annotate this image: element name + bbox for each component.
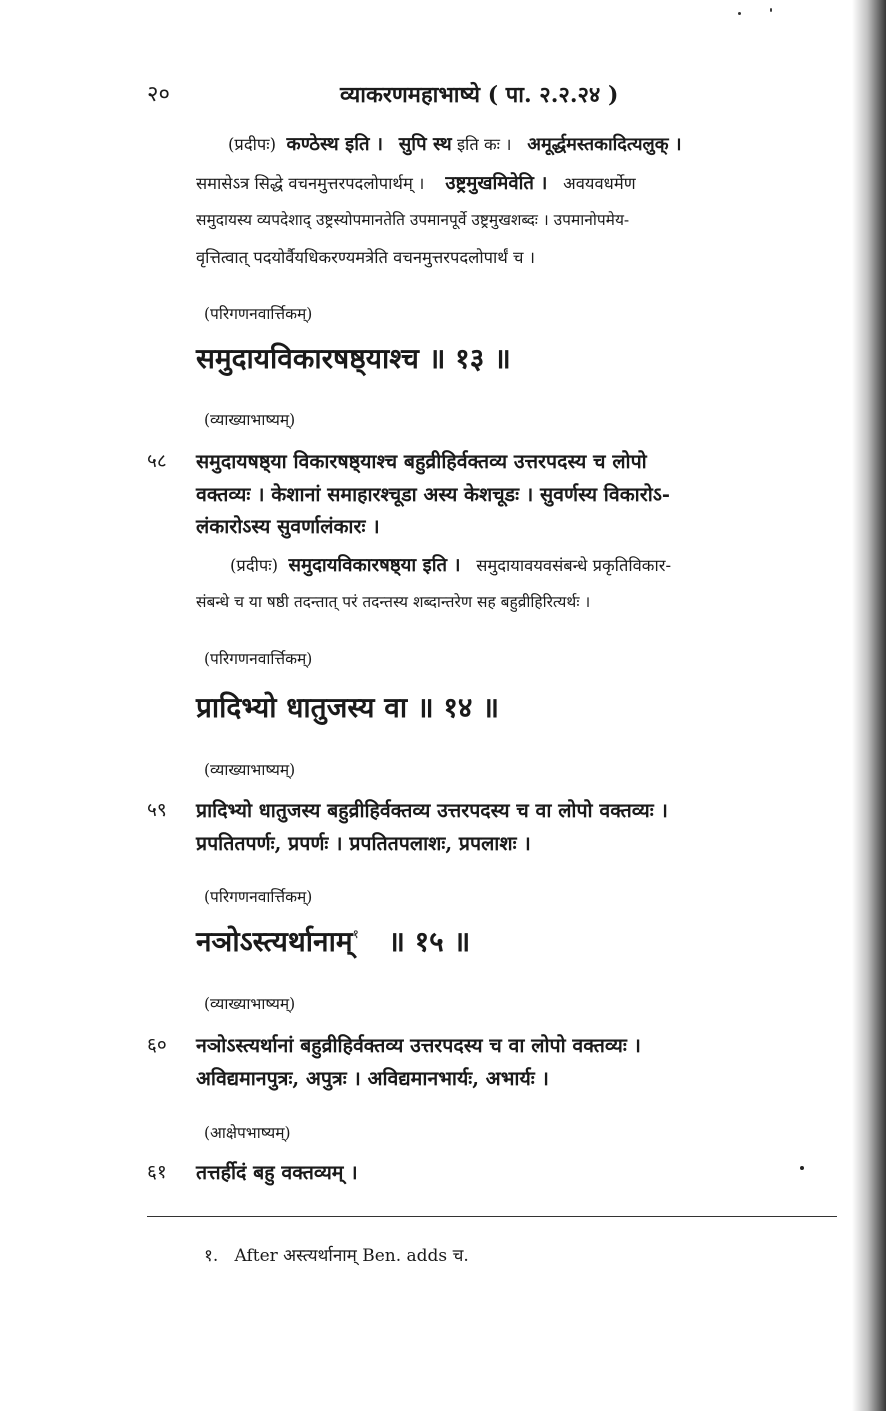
- footnote-number: १.: [204, 1246, 219, 1266]
- section-label: (परिगणनवार्त्तिकम्): [204, 305, 313, 323]
- scan-speck: [770, 8, 772, 12]
- varttika-13: समुदायविकारषष्ठ्याश्च ॥ १३ ॥: [196, 342, 511, 375]
- pradipa-line-2: [196, 175, 636, 194]
- bhashya-line: प्रादिभ्यो धातुजस्य बहुव्रीहिर्वक्तव्य उत्तरपदस्य च वा लोपो वक्तव्यः ।: [196, 799, 668, 822]
- bhashya-line: लंकारोऽस्य सुवर्णालंकारः ।: [196, 515, 380, 538]
- section-label: (व्याख्याभाष्यम्): [204, 761, 296, 779]
- bhashya-line: समुदायषष्ठ्या विकारषष्ठ्याश्च बहुव्रीहिर्वक्तव्य उत्तरपदस्य च लोपो: [196, 450, 647, 473]
- varttika-14: प्रादिभ्यो धातुजस्य वा ॥ १४ ॥: [196, 691, 500, 724]
- section-label: (आक्षेपभाष्यम्): [204, 1124, 291, 1142]
- pradipa-text: समासेऽत्र सिद्धे वचनमुत्तरपदलोपार्थम् ।: [196, 174, 425, 193]
- footnote-rule: [147, 1216, 837, 1217]
- page-edge-shadow: [852, 0, 886, 1411]
- footnote-text: After अस्त्यर्थानाम् Ben. adds च.: [234, 1246, 469, 1266]
- varttika-text: नञोऽस्त्यर्थानाम्: [196, 925, 353, 958]
- pradipa-term: अमूर्द्धमस्तकादित्यलुक् ।: [527, 134, 682, 155]
- pradipa-line: [230, 557, 671, 576]
- section-label: (परिगणनवार्त्तिकम्): [204, 650, 313, 668]
- pradipa-text: इति कः ।: [456, 135, 512, 154]
- page-number: २०: [147, 82, 170, 107]
- bhashya-line: तत्तर्हीदं बहु वक्तव्यम् ।: [196, 1161, 358, 1184]
- pradipa-label: (प्रदीपः): [228, 135, 277, 154]
- section-label: (व्याख्याभाष्यम्): [204, 411, 296, 429]
- pradipa-line-4: वृत्तित्वात् पदयोर्वैयधिकरण्यमत्रेति वचनमुत्तरपदलोपार्थं च ।: [196, 248, 536, 267]
- paragraph-number: ५९: [147, 799, 167, 821]
- pradipa-text: समुदायावयवसंबन्धे प्रकृतिविकार-: [476, 556, 672, 575]
- varttika-15: [196, 925, 471, 958]
- paragraph-number: ५८: [147, 450, 167, 472]
- paragraph-number: ६१: [147, 1161, 167, 1183]
- section-label: (परिगणनवार्त्तिकम्): [204, 888, 313, 906]
- varttika-number: ॥ १५ ॥: [388, 925, 471, 958]
- pradipa-term: समुदायविकारषष्ठ्या इति ।: [288, 555, 461, 576]
- pradipa-label: (प्रदीपः): [230, 556, 279, 575]
- footnote: [204, 1248, 469, 1265]
- footnote-mark: १: [352, 927, 359, 941]
- section-label: (व्याख्याभाष्यम्): [204, 995, 296, 1013]
- ink-dot: [800, 1166, 804, 1170]
- bhashya-line: अविद्यमानपुत्रः, अपुत्रः । अविद्यमानभार्यः, अभार्यः ।: [196, 1067, 549, 1090]
- running-title: व्याकरणमहाभाष्ये ( पा. २.२.२४ ): [340, 82, 619, 108]
- bhashya-line: प्रपतितपर्णः, प्रपर्णः । प्रपतितपलाशः, प्रपलाशः ।: [196, 832, 531, 855]
- pradipa-line-1: [228, 136, 682, 155]
- bhashya-line: वक्तव्यः । केशानां समाहारश्चूडा अस्य केशचूडः । सुवर्णस्य विकारोऽ-: [196, 483, 670, 506]
- scan-speck: [738, 12, 741, 15]
- pradipa-term: उष्ट्रमुखमिवेति ।: [445, 173, 548, 194]
- pradipa-text: अवयवधर्मेण: [563, 174, 636, 193]
- pradipa-term: सुपि स्थ: [398, 134, 452, 155]
- paragraph-number: ६०: [147, 1034, 167, 1056]
- bhashya-line: नञोऽस्त्यर्थानां बहुव्रीहिर्वक्तव्य उत्तरपदस्य च वा लोपो वक्तव्यः ।: [196, 1034, 641, 1057]
- pradipa-term: कण्ठेस्थ इति ।: [286, 134, 384, 155]
- pradipa-line: संबन्धे च या षष्ठी तदन्तात् परं तदन्तस्य शब्दान्तरेण सह बहुव्रीहिरित्यर्थः ।: [196, 593, 591, 611]
- pradipa-line-3: समुदायस्य व्यपदेशाद् उष्ट्रस्योपमानतेति उपमानपूर्वे उष्ट्रमुखशब्दः । उपमानोपमेय-: [196, 211, 630, 229]
